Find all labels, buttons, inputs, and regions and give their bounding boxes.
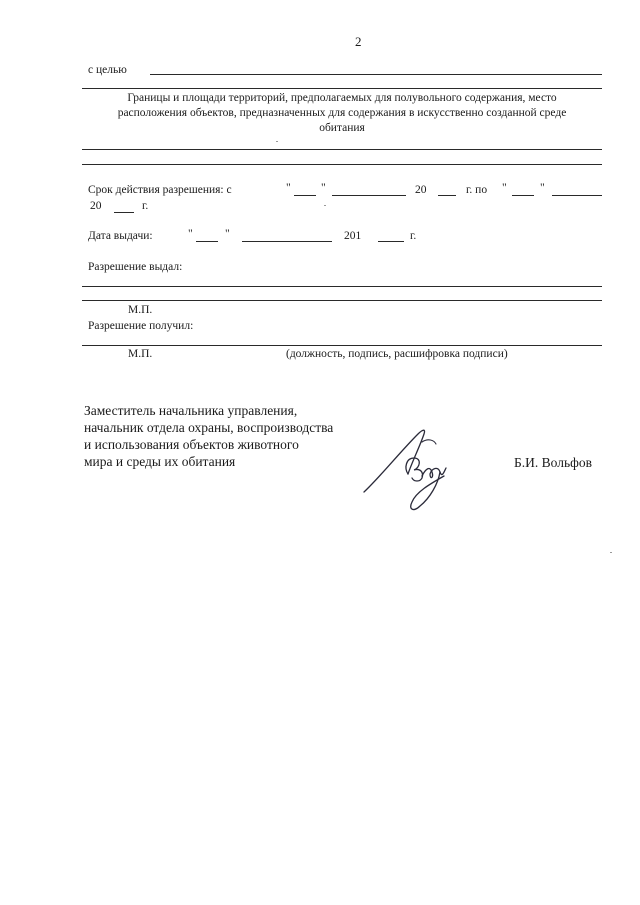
issue-date-year-line xyxy=(378,241,404,242)
signatory-name: Б.И. Вольфов xyxy=(514,455,592,470)
page-number: 2 xyxy=(355,34,362,49)
received-by-label: Разрешение получил: xyxy=(88,320,194,332)
issue-date-label: Дата выдачи: xyxy=(88,230,153,242)
validity-to-month-line xyxy=(552,195,602,196)
signatory-title-line-1: Заместитель начальника управления, xyxy=(84,403,298,418)
handwritten-signature xyxy=(360,422,460,518)
signatory-title xyxy=(84,402,333,470)
signatory-title-line-3: и использования объектов животного xyxy=(84,437,299,452)
issue-date-quote-close: " xyxy=(225,228,230,240)
issued-by-label: Разрешение выдал: xyxy=(88,261,183,273)
issue-date-quote-open: " xyxy=(188,228,193,240)
validity-to-quote-close: " xyxy=(540,182,545,194)
validity-quote-close: " xyxy=(321,182,326,194)
territory-field-line-2 xyxy=(82,164,602,165)
signatory-title-line-2: начальник отдела охраны, воспроизводства xyxy=(84,420,334,435)
purpose-label: с целью xyxy=(88,64,127,76)
validity-to-day-line xyxy=(512,195,534,196)
validity-year2-suffix: г. xyxy=(142,200,149,212)
validity-to-quote-open: " xyxy=(502,182,507,194)
received-by-field-line xyxy=(82,345,602,346)
validity-quote-open: " xyxy=(286,182,291,194)
issue-date-year-suffix: г. xyxy=(410,230,417,242)
purpose-field-line xyxy=(150,74,602,75)
validity-month-line xyxy=(332,195,406,196)
territory-field-line-1 xyxy=(82,149,602,150)
validity-year2-prefix: 20 xyxy=(90,200,102,212)
issued-by-stamp: М.П. xyxy=(128,304,153,316)
issued-by-field-line-2 xyxy=(82,300,602,301)
validity-year-prefix: 20 xyxy=(415,184,427,196)
validity-year-suffix: г. по xyxy=(466,184,488,196)
territory-line-2: расположения объектов, предназначенных для содержания в искусственно созданной среде xyxy=(117,107,567,119)
issue-date-day-line xyxy=(196,241,218,242)
received-by-caption: (должность, подпись, расшифровка подписи) xyxy=(286,348,508,360)
validity-label: Срок действия разрешения: с xyxy=(88,184,232,196)
issued-by-field-line-1 xyxy=(82,286,602,287)
territory-line-1: Границы и площади территорий, предполагаемых для полувольного содержания, место xyxy=(127,92,557,104)
validity-year-line xyxy=(438,195,456,196)
territory-description xyxy=(82,91,602,136)
issue-date-year-prefix: 201 xyxy=(344,230,362,242)
signatory-title-line-4: мира и среды их обитания xyxy=(84,454,236,469)
received-by-stamp: М.П. xyxy=(128,348,153,360)
territory-line-3: обитания xyxy=(319,122,365,134)
validity-year2-line xyxy=(114,212,134,213)
issue-date-month-line xyxy=(242,241,332,242)
validity-day-line xyxy=(294,195,316,196)
purpose-field-line-2 xyxy=(82,88,602,89)
